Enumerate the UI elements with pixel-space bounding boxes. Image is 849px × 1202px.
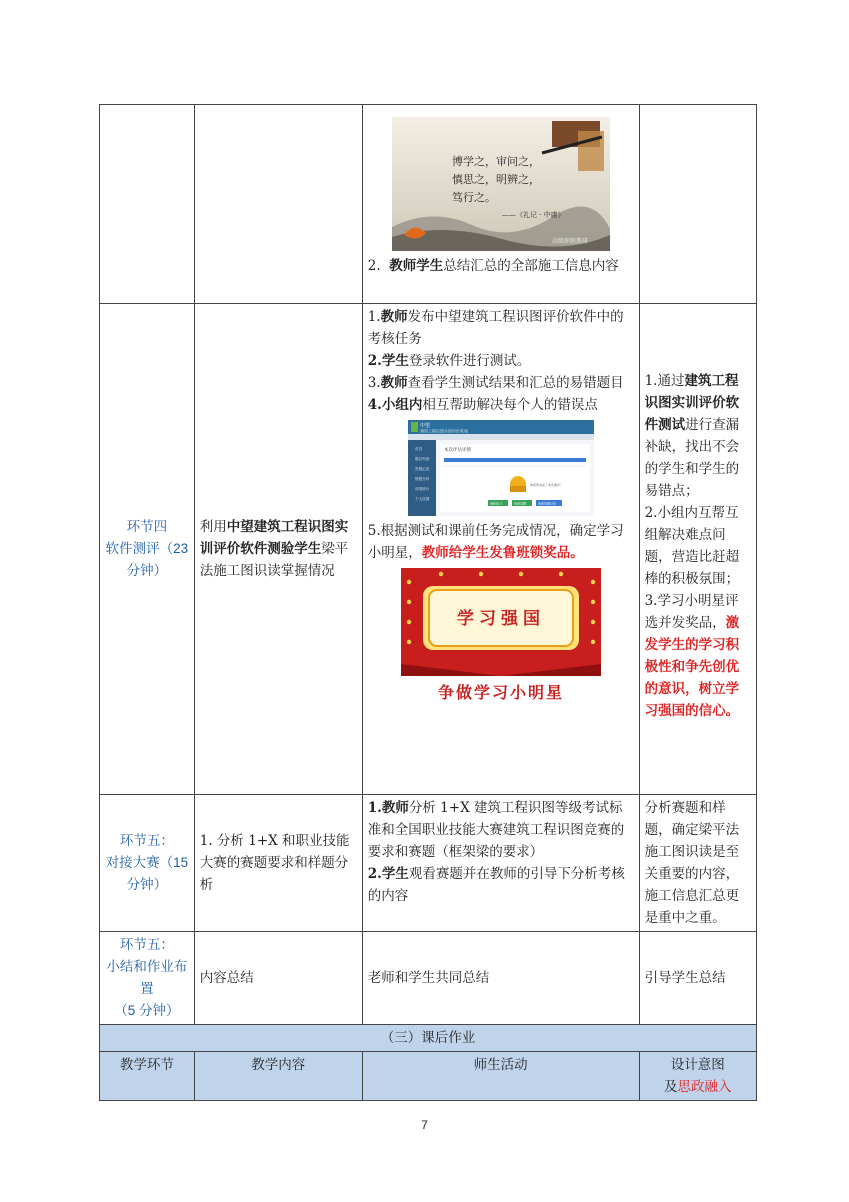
software-message: 恭喜您完成了本次测评！ [529, 483, 563, 487]
sidebar-item: 题目列表 [414, 457, 430, 461]
stage-cell [100, 932, 195, 1025]
table-row [100, 105, 757, 304]
poem-source: ——《礼记 · 中庸》 [501, 211, 565, 219]
section-row [100, 1025, 757, 1052]
sidebar-item: 个人设置 [414, 497, 430, 501]
intent-cell [639, 105, 756, 304]
activity-cell [362, 105, 639, 304]
activity-item-2: 2.学生登录软件进行测试。 [367, 353, 531, 369]
software-screenshot [408, 420, 594, 516]
activity-item-3: 3.教师查看学生测试结果和汇总的易错题目 [367, 375, 624, 391]
sidebar-item: 错题分析 [414, 477, 430, 481]
software-banner: 建筑工程识图实训评价系统 [419, 428, 468, 434]
sidebar-item: 成绩统计 [414, 487, 430, 491]
stage-cell [100, 304, 195, 795]
software-button: 重新练习 [489, 501, 502, 506]
intent-cell [639, 304, 756, 795]
poem-line-3: 笃行之。 [451, 191, 496, 204]
activity-cell [362, 304, 639, 795]
intent-cell: 分析赛题和样题，确定梁平法施工图识读是至关重要的内容，施工信息汇总更是重中之重。 [639, 795, 756, 932]
activity-cell: 老师和学生共同总结 [362, 932, 639, 1025]
software-logo: 中望 [419, 423, 430, 429]
header-row [100, 1052, 757, 1101]
software-button: 查看答题记录 [537, 501, 556, 506]
header-activity: 师生活动 [362, 1052, 639, 1101]
header-intent: 设计意图 及思政融入 [639, 1052, 756, 1101]
content-cell: 内容总结 [194, 932, 362, 1025]
learning-star-poster [401, 568, 601, 706]
activity-item-4: 4.小组内相互帮助解决每个人的错误点 [367, 397, 598, 413]
software-tab: 本次评估详情 [443, 448, 471, 453]
content-cell: 1. 分析 1+X 和职业技能大赛的赛题要求和样题分析 [194, 795, 362, 932]
table-row [100, 932, 757, 1025]
stage-cell [100, 105, 195, 304]
watermark: 高级职称教研 [551, 238, 588, 245]
stage-label: 环节五： 小结和作业布置 （5 分钟） [106, 937, 188, 1018]
poem-image [392, 117, 610, 251]
intent-item-3: 3.学习小明星评选并发奖品，激发学生的学习积极性和争先创优的意识，树立学习强国的信心。 [644, 593, 740, 719]
poster-title: 学习强国 [456, 609, 545, 629]
header-content: 教学内容 [194, 1052, 362, 1101]
intent-item-1: 1.通过建筑工程识图实训评价软件测试进行查漏补缺，找出不会的学生和学生的易错点； [644, 373, 740, 499]
software-button: 查看试题 [513, 501, 526, 506]
activity-item-1: 1.教师分析 1+X 建筑工程识图等级考试标准和全国职业技能大赛建筑工程识图竞赛的要求和赛题（框架梁的要求） [367, 800, 625, 860]
table-row [100, 304, 757, 795]
activity-item-1: 1.教师发布中望建筑工程识图评价软件中的考核任务 [367, 309, 624, 347]
page-number: 7 [421, 1118, 428, 1132]
activity-cell [362, 795, 639, 932]
stage-cell [100, 795, 195, 932]
poem-line-2: 慎思之，明辨之， [451, 173, 540, 186]
activity-item-5: 5.根据测试和课前任务完成情况，确定学习小明星，教师给学生发鲁班锁奖品。 [367, 523, 624, 561]
sidebar-item: 首页 [414, 447, 422, 451]
stage-label: 环节四 软件测评（23分钟） [105, 519, 189, 578]
poster-caption: 争做学习小明星 [437, 683, 564, 702]
intent-cell: 引导学生总结 [639, 932, 756, 1025]
sidebar-item: 答题记录 [414, 467, 430, 471]
activity-item-2: 2. 教师学生总结汇总的全部施工信息内容 [367, 258, 619, 274]
lesson-plan-table [99, 104, 757, 1101]
poem-line-1: 博学之，审问之， [451, 155, 540, 168]
intent-item-2: 2.小组内互帮互组解决难点问题，营造比赶超棒的积极氛围； [644, 505, 740, 587]
section-title: （三）课后作业 [100, 1025, 757, 1052]
header-stage: 教学环节 [100, 1052, 195, 1101]
table-row [100, 795, 757, 932]
content-cell: 利用中望建筑工程识图实训评价软件测验学生梁平法施工图识读掌握情况 [194, 304, 362, 795]
activity-item-2: 2.学生观看赛题并在教师的引导下分析考核的内容 [367, 866, 625, 904]
stage-label: 环节五： 对接大赛（15分钟） [105, 833, 189, 892]
content-cell [194, 105, 362, 304]
